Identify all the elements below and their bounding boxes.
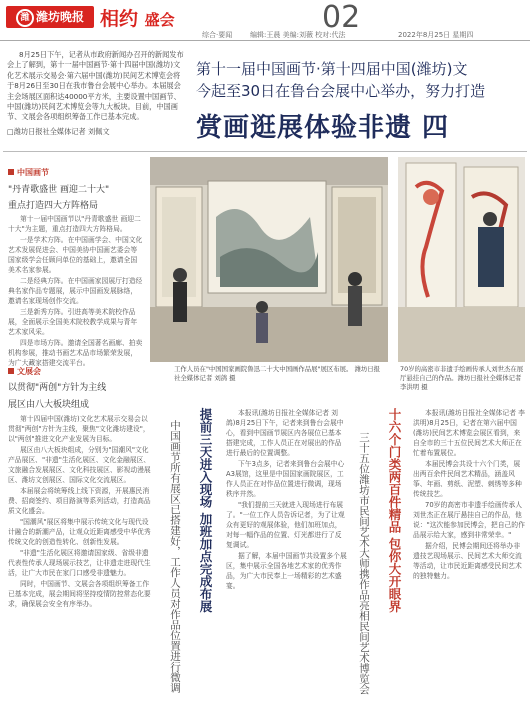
headline-intro	[196, 58, 526, 102]
article1-paragraph: 三是新秀方阵。引进高等美术院校作品展，全面展示全国美术院校教学成果与青年艺术家风采。	[8, 308, 138, 336]
photo2-caption: 70岁的高密市非遗手绘画传承人刘世杰在展厅悬挂自己的作品。潍坊日报社全媒体记者 李洪明 摄	[400, 365, 524, 391]
article1-body	[8, 214, 143, 367]
edition-label: 综合·要闻	[202, 31, 233, 39]
section-brand	[100, 4, 175, 31]
article4-body	[413, 408, 525, 724]
brand-name: 潍坊晚报	[35, 10, 84, 24]
article1-paragraph: 二是经典方阵。在中国画家园展厅打造经典名家作品专题展，展示中国画发展脉络，邀请名家现场创作交流。	[8, 277, 143, 305]
photo1-caption: 工作人员在"中国国家画院鲁迅二十大中国画作品展"展区布展。 潍坊日报社全媒体记者 刘鸽 摄	[174, 365, 381, 382]
article2-paragraph: 展区由八大板块组成，分别为"国潮风"文化产品展区、"非遗"生活化展区、文化金融展区、文旅融合发展展区、文化科技展区、影视动漫展区、潍坊文创展区、国际文化交流展区。	[8, 446, 151, 484]
section-label-expo: 文展会	[8, 366, 41, 377]
article4-subtitle: 三十五位潍坊市民间艺术大师携作品亮相民间艺术博览会	[358, 432, 370, 695]
article3-title: 提前三天进入现场 加班加点完成布展	[198, 408, 213, 613]
section-marker-icon	[8, 368, 14, 374]
headline-main: 赏画逛展体验非遗 四	[196, 113, 450, 143]
photo-folk-artist	[398, 157, 525, 362]
article4-paragraph: 70岁的高密市非遗手绘画传承人刘世杰正在展厅悬挂自己的作品，他说："这次能参加民博会，把自己的作品展示给大家，感到非常荣幸。"	[413, 501, 525, 539]
article2-paragraph: 同时，中国画节、文展会各项组织筹备工作已基本完成，展会期间将坚持疫情防控常态化要求，确保展会安全有序举办。	[8, 580, 151, 608]
article3-body	[226, 408, 348, 724]
article3-paragraph: "我们提前三天就进入现场进行布展了。"一位工作人员告诉记者，为了让观众有更好的观展体验，他们加班加点，对每一幅作品的位置、灯光都进行了反复调试。	[226, 501, 345, 549]
section-divider	[3, 151, 527, 152]
article2-paragraph: 本届展会将统筹线上线下资源，开展惠民消费、招商签约、项目路演等系列活动，打造高品质文化盛会。	[8, 487, 151, 515]
article4-title: 十六个门类两百件精品 包你大开眼界	[387, 408, 402, 613]
logo-emblem-icon: 潍	[16, 9, 34, 27]
article3-byline: 本报讯(潍坊日报社全媒体记者 刘鸽)8月25日下午，记者来到鲁台会展中心，看到中国画节展区内各展位已基本搭建完成，工作人员正在对展出的作品进行最后的位置调整。	[226, 409, 344, 457]
article1-subtitle1: "丹青歌盛世 画迎二十大"	[8, 185, 110, 195]
section-subtitle: 盛会	[144, 11, 175, 29]
article1-paragraph: 一是学术方阵。在中国画学会、中国文化艺术发展促进会、中国美协中国画艺委会等国家级学会任顾问单位的基础上，邀请全国美术名家参展。	[8, 236, 143, 274]
article3-subtitle: 中国画节所有展区已搭建好，工作人员对作品位置进行微调	[169, 420, 181, 693]
article2-subtitle1: 以贯彻"两创"方针为主线	[8, 383, 107, 393]
exhibition-photo-illustration	[150, 157, 388, 362]
headline-line2: 今起至30日在鲁台会展中心举办，努力打造	[196, 82, 486, 100]
article2-subtitle2: 展区由八大板块组成	[8, 400, 90, 410]
headline-line1: 第十一届中国画节·第十四届中国(潍坊)文	[196, 60, 468, 78]
section-label-painting: 中国画节	[8, 167, 49, 178]
article2-paragraph: "国潮风"展区将集中展示传统文化与现代设计融合的新潮产品，让观众近距离感受中华优秀传统文化的创造性转化、创新性发展。	[8, 518, 151, 546]
issue-date: 2022年8月25日 星期四	[398, 31, 474, 39]
editors-line: 编辑:王晨 美编:刘薇 校对:代法	[250, 31, 346, 39]
article2-body	[8, 414, 154, 724]
newspaper-logo	[6, 6, 94, 28]
artist-photo-illustration	[398, 157, 525, 362]
section-title: 相约	[100, 8, 139, 30]
summary-text: 8月25日下午，记者从市政府新闻办召开的新闻发布会上了解到，第十一届中国画节·第十四届中国(潍坊)文化艺术展示交易会·第六届中国(潍坊)民间艺术博览会将于8月26日至30日在我市鲁台会展中心举办。本届展会主会场展区面积达40000平方米，主要设置中国画节、中国(潍坊)民间艺术博览会等九大板块。目前，中国画节、文展会各项组织筹备工作已基本完成。	[7, 50, 184, 122]
lead-summary	[7, 50, 187, 137]
article3-paragraph: 下午3点多，记者来到鲁台会展中心A3展馆，这里是中国国家画院展区，工作人员正在对作品位置进行微调，现场秩序井然。	[226, 460, 345, 498]
section-marker-icon	[8, 169, 14, 175]
article2-paragraph: 第十四届中国(潍坊)文化艺术展示交易会以贯彻"两创"方针为主线，聚焦"文化潍坊建设"，以"两创"推进文化产业发展为目标。	[8, 415, 150, 443]
header-divider	[0, 40, 530, 41]
article4-byline: 本报讯(潍坊日报社全媒体记者 李洪明)8月25日，记者在第六届中国(潍坊)民间艺术博览会展区看到，来自全市的三十五位民间艺术大师正在忙着布置展位。	[413, 409, 525, 457]
article3-paragraph: 据了解，本届中国画节共设置多个展区，集中展示全国各地艺术家的优秀作品，为广大市民奉上一场精彩的艺术盛宴。	[226, 552, 347, 590]
page-number: 02	[322, 0, 361, 35]
article4-paragraph: 据介绍，民博会期间还将举办非遗技艺现场展示、民间艺术大师交流等活动，让市民近距离感受民间艺术的独特魅力。	[413, 542, 522, 580]
summary-byline: □潍坊日报社全媒体记者 刘佩文	[7, 126, 110, 136]
article1-subtitle2: 重点打造四大方阵格局	[8, 201, 99, 211]
article4-paragraph: 本届民博会共设十六个门类，展出两百余件民间艺术精品，涵盖风筝、年画、剪纸、泥塑、刺绣等多种传统技艺。	[413, 460, 522, 498]
article1-paragraph: 第十一届中国画节以"丹青歌盛世 画迎二十大"为主题，重点打造四大方阵格局。	[8, 215, 141, 233]
article1-paragraph: 四是市场方阵。邀请全国著名画廊、拍卖机构参展，推动书画艺术品市场繁荣发展，为广大藏家搭建交流平台。	[8, 339, 143, 367]
photo-exhibition-setup	[150, 157, 388, 362]
article2-paragraph: "非遗"生活化展区将邀请国家级、省级非遗代表性传承人现场展示技艺，让非遗走进现代生活，让广大市民在家门口感受非遗魅力。	[8, 549, 151, 577]
